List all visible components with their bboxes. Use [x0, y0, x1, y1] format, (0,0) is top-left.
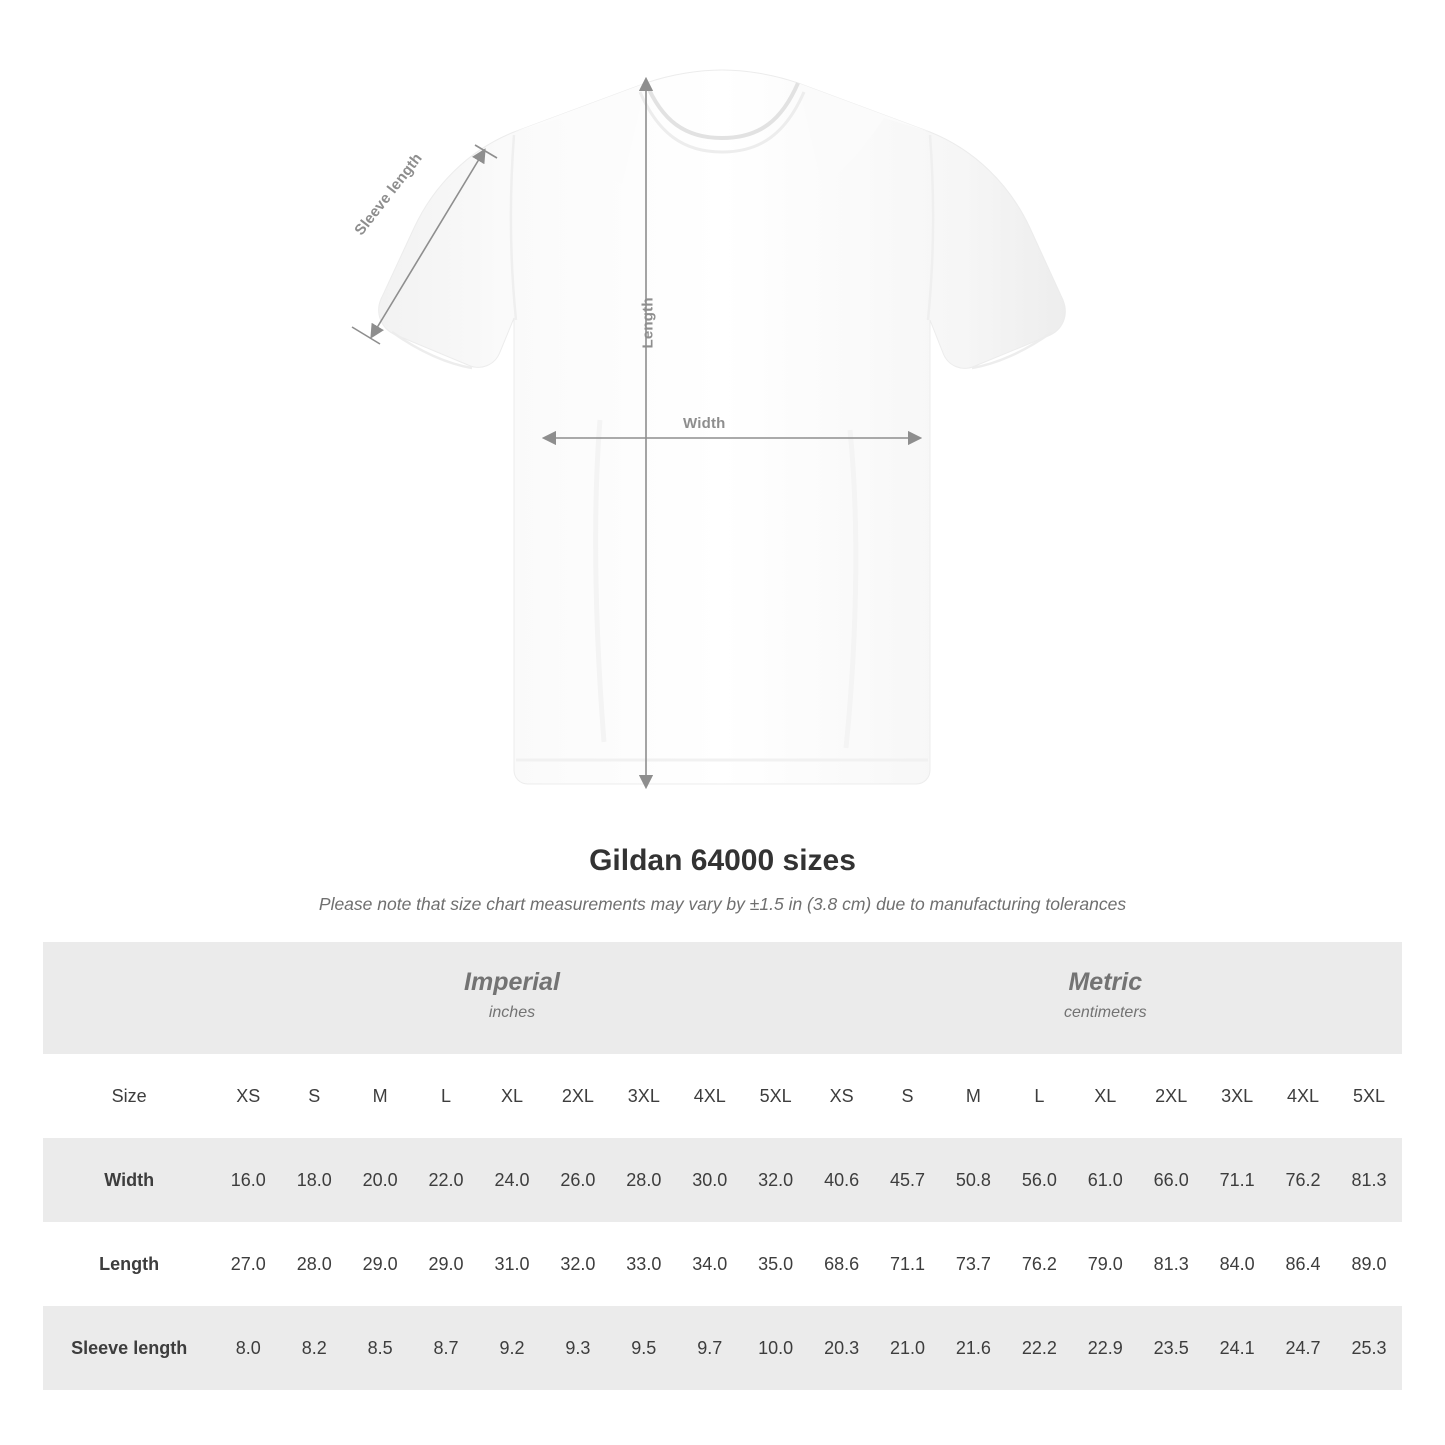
cell-width-metric-4xl: 76.2	[1270, 1138, 1336, 1222]
unit-unit-metric: centimeters	[1063, 1004, 1147, 1022]
cell-length-imperial-2xl: 32.0	[545, 1222, 611, 1306]
cell-length-metric-xs: 68.6	[809, 1222, 875, 1306]
unit-system-imperial: Imperial	[464, 968, 560, 997]
table-row	[43, 1138, 1402, 1222]
cell-sleeve-length-imperial-5xl: 10.0	[743, 1306, 809, 1390]
cell-sleeve-length-metric-xl: 22.9	[1072, 1306, 1138, 1390]
size-col-imperial-5xl: 5XL	[743, 1054, 809, 1138]
size-col-imperial-xs: XS	[215, 1054, 281, 1138]
cell-sleeve-length-imperial-xl: 9.2	[479, 1306, 545, 1390]
unit-unit-imperial: inches	[488, 1004, 536, 1022]
cell-sleeve-length-imperial-l: 8.7	[413, 1306, 479, 1390]
cell-width-metric-l: 56.0	[1006, 1138, 1072, 1222]
cell-width-metric-s: 45.7	[875, 1138, 941, 1222]
row-label-width: Width	[43, 1138, 215, 1222]
cell-sleeve-length-imperial-m: 8.5	[347, 1306, 413, 1390]
size-col-metric-l: L	[1006, 1054, 1072, 1138]
unit-header-row	[43, 942, 1402, 1054]
cell-width-metric-5xl: 81.3	[1336, 1138, 1402, 1222]
row-label-sleeve-length: Sleeve length	[43, 1306, 215, 1390]
page-title: Gildan 64000 sizes	[589, 844, 856, 877]
cell-width-imperial-xl: 24.0	[479, 1138, 545, 1222]
size-col-metric-s: S	[875, 1054, 941, 1138]
cell-sleeve-length-metric-2xl: 23.5	[1138, 1306, 1204, 1390]
cell-length-metric-3xl: 84.0	[1204, 1222, 1270, 1306]
cell-width-imperial-3xl: 28.0	[611, 1138, 677, 1222]
cell-sleeve-length-imperial-xs: 8.0	[215, 1306, 281, 1390]
size-col-metric-3xl: 3XL	[1204, 1054, 1270, 1138]
unit-system-metric: Metric	[1068, 968, 1143, 997]
cell-sleeve-length-metric-l: 22.2	[1006, 1306, 1072, 1390]
cell-length-imperial-3xl: 33.0	[611, 1222, 677, 1306]
cell-width-imperial-s: 18.0	[281, 1138, 347, 1222]
row-label-length: Length	[43, 1222, 215, 1306]
cell-length-metric-2xl: 81.3	[1138, 1222, 1204, 1306]
cell-length-imperial-xl: 31.0	[479, 1222, 545, 1306]
cell-sleeve-length-imperial-3xl: 9.5	[611, 1306, 677, 1390]
size-col-metric-2xl: 2XL	[1138, 1054, 1204, 1138]
cell-length-imperial-5xl: 35.0	[743, 1222, 809, 1306]
row-label-size: Size	[43, 1054, 215, 1138]
size-table-wrapper	[43, 942, 1402, 1390]
cell-sleeve-length-metric-4xl: 24.7	[1270, 1306, 1336, 1390]
cell-length-imperial-s: 28.0	[281, 1222, 347, 1306]
size-col-metric-m: M	[940, 1054, 1006, 1138]
table-row	[43, 1306, 1402, 1390]
cell-sleeve-length-metric-m: 21.6	[940, 1306, 1006, 1390]
cell-sleeve-length-metric-3xl: 24.1	[1204, 1306, 1270, 1390]
size-header-row	[43, 1054, 1402, 1138]
cell-length-imperial-xs: 27.0	[215, 1222, 281, 1306]
size-col-metric-xl: XL	[1072, 1054, 1138, 1138]
cell-width-imperial-2xl: 26.0	[545, 1138, 611, 1222]
size-col-metric-5xl: 5XL	[1336, 1054, 1402, 1138]
cell-width-metric-xs: 40.6	[809, 1138, 875, 1222]
cell-length-metric-5xl: 89.0	[1336, 1222, 1402, 1306]
cell-width-metric-2xl: 66.0	[1138, 1138, 1204, 1222]
cell-length-metric-m: 73.7	[940, 1222, 1006, 1306]
cell-sleeve-length-metric-s: 21.0	[875, 1306, 941, 1390]
cell-width-imperial-5xl: 32.0	[743, 1138, 809, 1222]
cell-sleeve-length-imperial-s: 8.2	[281, 1306, 347, 1390]
cell-width-imperial-m: 20.0	[347, 1138, 413, 1222]
cell-length-metric-4xl: 86.4	[1270, 1222, 1336, 1306]
tolerance-note: Please note that size chart measurements may vary by ±1.5 in (3.8 cm) due to manufacturing tolerances	[318, 894, 1127, 914]
size-col-metric-xs: XS	[809, 1054, 875, 1138]
cell-length-imperial-m: 29.0	[347, 1222, 413, 1306]
cell-length-imperial-l: 29.0	[413, 1222, 479, 1306]
size-col-metric-4xl: 4XL	[1270, 1054, 1336, 1138]
cell-sleeve-length-imperial-4xl: 9.7	[677, 1306, 743, 1390]
cell-sleeve-length-metric-5xl: 25.3	[1336, 1306, 1402, 1390]
size-col-imperial-s: S	[281, 1054, 347, 1138]
size-col-imperial-3xl: 3XL	[611, 1054, 677, 1138]
width-label: Width	[683, 415, 726, 432]
cell-width-imperial-l: 22.0	[413, 1138, 479, 1222]
cell-width-metric-xl: 61.0	[1072, 1138, 1138, 1222]
title-block	[0, 844, 1445, 915]
cell-sleeve-length-metric-xs: 20.3	[809, 1306, 875, 1390]
unit-header-metric	[809, 942, 1402, 1054]
length-label: Length	[639, 297, 657, 349]
cell-width-imperial-xs: 16.0	[215, 1138, 281, 1222]
size-col-imperial-2xl: 2XL	[545, 1054, 611, 1138]
cell-length-metric-l: 76.2	[1006, 1222, 1072, 1306]
size-col-imperial-l: L	[413, 1054, 479, 1138]
cell-width-metric-3xl: 71.1	[1204, 1138, 1270, 1222]
size-col-imperial-m: M	[347, 1054, 413, 1138]
cell-length-metric-xl: 79.0	[1072, 1222, 1138, 1306]
cell-width-imperial-4xl: 30.0	[677, 1138, 743, 1222]
cell-length-imperial-4xl: 34.0	[677, 1222, 743, 1306]
cell-length-metric-s: 71.1	[875, 1222, 941, 1306]
cell-sleeve-length-imperial-2xl: 9.3	[545, 1306, 611, 1390]
unit-header-imperial	[215, 942, 808, 1054]
size-col-imperial-xl: XL	[479, 1054, 545, 1138]
size-chart-table	[43, 942, 1402, 1390]
unit-header-spacer	[43, 942, 215, 1054]
cell-width-metric-m: 50.8	[940, 1138, 1006, 1222]
sleeve-length-label: Sleeve length	[351, 150, 426, 239]
size-col-imperial-4xl: 4XL	[677, 1054, 743, 1138]
table-row	[43, 1222, 1402, 1306]
